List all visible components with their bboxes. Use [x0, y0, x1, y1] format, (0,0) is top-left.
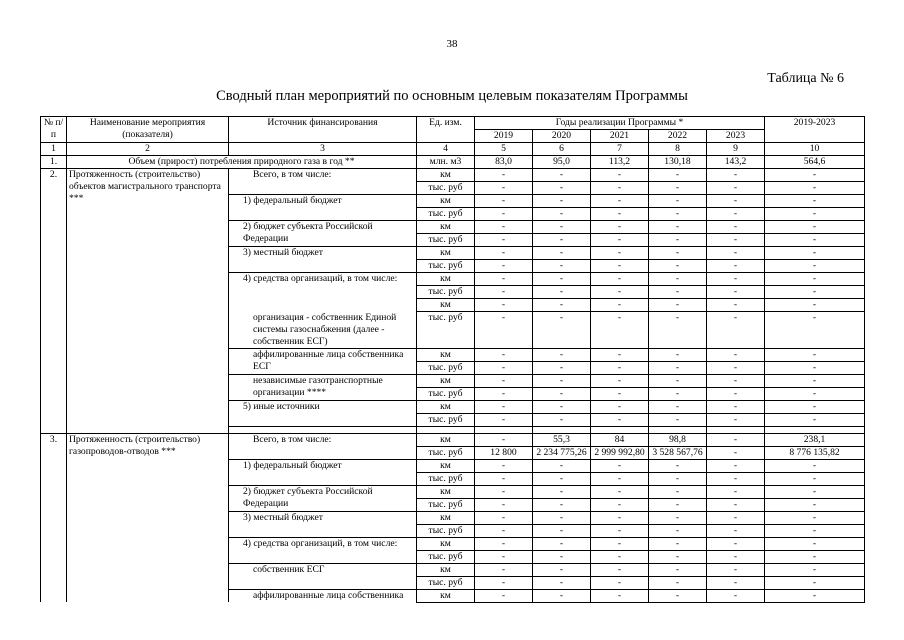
- row-unit: тыс. руб: [417, 498, 475, 511]
- cell-value: -: [475, 576, 533, 589]
- cell-value: -: [707, 299, 765, 312]
- cell-value: 98,8: [649, 433, 707, 446]
- cell-value: -: [475, 537, 533, 550]
- cell-value: -: [649, 459, 707, 472]
- cell-value: -: [765, 576, 865, 589]
- cell-value: -: [475, 589, 533, 602]
- cell-value: -: [649, 550, 707, 563]
- cell-value: -: [591, 312, 649, 349]
- cell-value: -: [591, 511, 649, 524]
- cell-value: -: [649, 286, 707, 299]
- cell-value: -: [591, 387, 649, 400]
- cell-value: -: [765, 182, 865, 195]
- cell-value: -: [533, 361, 591, 374]
- cell-value: -: [591, 485, 649, 498]
- cell-value: -: [707, 576, 765, 589]
- cell-value: -: [475, 182, 533, 195]
- row-unit: км: [417, 348, 475, 361]
- cell-value: -: [533, 221, 591, 234]
- cell-value: -: [649, 511, 707, 524]
- cell-value: -: [649, 312, 707, 349]
- source-organizations: 4) средства организаций, в том числе:: [229, 273, 417, 312]
- cell-value: -: [707, 387, 765, 400]
- cell-value: -: [649, 537, 707, 550]
- cell-value: -: [649, 299, 707, 312]
- cell-value: -: [765, 459, 865, 472]
- cell-value: -: [649, 221, 707, 234]
- cell-value: -: [533, 312, 591, 349]
- cell-value: -: [707, 260, 765, 273]
- cell-value: -: [765, 260, 865, 273]
- header-source: Источник финансирования: [229, 117, 417, 143]
- cell-value: -: [707, 195, 765, 208]
- row-unit: км: [417, 273, 475, 286]
- cell-value: -: [475, 511, 533, 524]
- cell-value: -: [475, 498, 533, 511]
- header-total: 2019-2023: [765, 117, 865, 143]
- row-num: 3.: [41, 433, 67, 602]
- cell-value: -: [533, 498, 591, 511]
- cell-value: -: [591, 576, 649, 589]
- row-unit: км: [417, 537, 475, 550]
- cell-value: -: [591, 589, 649, 602]
- cell-value: -: [707, 273, 765, 286]
- row-unit: тыс. руб: [417, 286, 475, 299]
- cell-value: -: [533, 348, 591, 361]
- cell-value: -: [649, 400, 707, 413]
- source-total: Всего, в том числе:: [229, 169, 417, 195]
- cell-value: -: [707, 433, 765, 446]
- header-years-group: Годы реализации Программы *: [475, 117, 765, 130]
- cell-value: -: [707, 498, 765, 511]
- cell-value: -: [707, 550, 765, 563]
- table-title: Сводный план мероприятий по основным целевым показателям Программы: [216, 88, 688, 104]
- cell-value: -: [475, 260, 533, 273]
- row-unit: тыс. руб: [417, 524, 475, 537]
- cell-value: -: [533, 182, 591, 195]
- cell-value: -: [591, 273, 649, 286]
- source-regional: 2) бюджет субъекта Российской Федерации: [229, 221, 417, 247]
- cell-value: -: [475, 472, 533, 485]
- row-unit: тыс. руб: [417, 550, 475, 563]
- cell-value: -: [591, 247, 649, 260]
- row-unit: км: [417, 195, 475, 208]
- header-year: 2020: [533, 130, 591, 143]
- table-number: Таблица № 6: [767, 71, 844, 86]
- table-row: [41, 156, 865, 169]
- row-unit: км: [417, 511, 475, 524]
- cell-value: -: [765, 247, 865, 260]
- cell-value: -: [591, 348, 649, 361]
- cell-value: -: [765, 563, 865, 576]
- table-row: [41, 169, 865, 182]
- row-name: Объем (прирост) потребления природного газа в год **: [67, 156, 417, 169]
- cell-value: 8 776 135,82: [765, 446, 865, 459]
- cell-value: -: [533, 195, 591, 208]
- cell-value: 2 999 992,80: [591, 446, 649, 459]
- row-unit: км: [417, 400, 475, 413]
- source-organizations: 4) средства организаций, в том числе:: [229, 537, 417, 563]
- cell-value: -: [533, 472, 591, 485]
- cell-value: -: [649, 374, 707, 387]
- row-unit: км: [417, 589, 475, 602]
- col-number: 4: [417, 143, 475, 156]
- cell-value: 238,1: [765, 433, 865, 446]
- cell-value: -: [649, 260, 707, 273]
- cell-value: -: [765, 498, 865, 511]
- cell-value: -: [649, 485, 707, 498]
- cell-value: -: [591, 169, 649, 182]
- header-year: 2021: [591, 130, 649, 143]
- source-esg-owner: собственник ЕСГ: [229, 563, 417, 589]
- cell-value: -: [591, 400, 649, 413]
- row-unit: тыс. руб: [417, 446, 475, 459]
- cell-value: -: [765, 550, 865, 563]
- cell-value: -: [475, 286, 533, 299]
- cell-value: -: [475, 459, 533, 472]
- source-esg-owner: организация - собственник Единой системы газоснабжения (далее - собственник ЕСГ): [229, 312, 417, 349]
- row-unit: млн. м3: [417, 156, 475, 169]
- cell-value: -: [765, 195, 865, 208]
- cell-value: -: [533, 273, 591, 286]
- cell-value: -: [533, 550, 591, 563]
- cell-value: -: [591, 537, 649, 550]
- cell-value: -: [765, 234, 865, 247]
- header-year: 2022: [649, 130, 707, 143]
- header-measure: Наименование мероприятия (показателя): [67, 117, 229, 143]
- cell-value: -: [475, 348, 533, 361]
- cell-value: -: [475, 208, 533, 221]
- cell-value: -: [765, 273, 865, 286]
- cell-value: -: [591, 563, 649, 576]
- cell-value: -: [765, 299, 865, 312]
- cell-value: -: [533, 511, 591, 524]
- cell-value: -: [649, 208, 707, 221]
- cell-value: -: [475, 312, 533, 349]
- cell-value: -: [765, 472, 865, 485]
- cell-value: -: [649, 234, 707, 247]
- page-number: 38: [446, 38, 458, 50]
- cell-value: -: [475, 361, 533, 374]
- cell-value: -: [765, 589, 865, 602]
- cell-value: -: [707, 472, 765, 485]
- cell-value: -: [591, 208, 649, 221]
- row-num: 1.: [41, 156, 67, 169]
- cell-value: 12 800: [475, 446, 533, 459]
- row-unit: тыс. руб: [417, 234, 475, 247]
- cell-value: 564,6: [765, 156, 865, 169]
- cell-value: -: [707, 459, 765, 472]
- header-num: № п/п: [41, 117, 67, 143]
- cell-value: -: [707, 312, 765, 349]
- row-unit: тыс. руб: [417, 312, 475, 349]
- cell-value: -: [707, 247, 765, 260]
- row-unit: км: [417, 374, 475, 387]
- summary-plan-table: [40, 116, 865, 603]
- row-unit: тыс. руб: [417, 472, 475, 485]
- row-unit: км: [417, 563, 475, 576]
- cell-value: -: [533, 524, 591, 537]
- cell-value: -: [707, 286, 765, 299]
- cell-value: 95,0: [533, 156, 591, 169]
- cell-value: -: [765, 221, 865, 234]
- cell-value: -: [649, 563, 707, 576]
- cell-value: -: [475, 413, 533, 426]
- cell-value: -: [707, 563, 765, 576]
- cell-value: -: [765, 348, 865, 361]
- source-local: 3) местный бюджет: [229, 247, 417, 273]
- cell-value: -: [475, 550, 533, 563]
- cell-value: -: [707, 524, 765, 537]
- cell-value: -: [533, 537, 591, 550]
- cell-value: -: [707, 511, 765, 524]
- cell-value: -: [649, 361, 707, 374]
- cell-value: -: [591, 413, 649, 426]
- cell-value: -: [591, 498, 649, 511]
- cell-value: 2 234 775,26: [533, 446, 591, 459]
- source-local: 3) местный бюджет: [229, 511, 417, 537]
- cell-value: -: [591, 374, 649, 387]
- cell-value: -: [533, 299, 591, 312]
- cell-value: -: [591, 299, 649, 312]
- cell-value: -: [533, 208, 591, 221]
- cell-value: 84: [591, 433, 649, 446]
- cell-value: -: [765, 400, 865, 413]
- cell-value: -: [533, 247, 591, 260]
- cell-value: -: [475, 221, 533, 234]
- row-unit: тыс. руб: [417, 413, 475, 426]
- cell-value: -: [649, 348, 707, 361]
- cell-value: -: [533, 400, 591, 413]
- cell-value: -: [475, 563, 533, 576]
- cell-value: -: [649, 273, 707, 286]
- row-unit: км: [417, 169, 475, 182]
- cell-value: -: [591, 459, 649, 472]
- row-unit: км: [417, 485, 475, 498]
- row-unit: тыс. руб: [417, 387, 475, 400]
- cell-value: -: [475, 234, 533, 247]
- cell-value: -: [707, 589, 765, 602]
- cell-value: -: [765, 511, 865, 524]
- cell-value: -: [707, 182, 765, 195]
- row-name: Протяженность (строительство) объектов магистрального транспорта ***: [67, 169, 229, 434]
- cell-value: -: [533, 589, 591, 602]
- cell-value: -: [707, 400, 765, 413]
- cell-value: -: [533, 576, 591, 589]
- cell-value: -: [475, 273, 533, 286]
- cell-value: -: [765, 387, 865, 400]
- cell-value: -: [591, 182, 649, 195]
- cell-value: -: [591, 472, 649, 485]
- cell-value: -: [591, 286, 649, 299]
- cell-value: -: [475, 524, 533, 537]
- cell-value: -: [533, 387, 591, 400]
- cell-value: -: [475, 374, 533, 387]
- row-unit: тыс. руб: [417, 182, 475, 195]
- cell-value: 55,3: [533, 433, 591, 446]
- source-federal: 1) федеральный бюджет: [229, 459, 417, 485]
- col-number: 1: [41, 143, 67, 156]
- cell-value: -: [765, 169, 865, 182]
- cell-value: -: [649, 169, 707, 182]
- cell-value: -: [707, 221, 765, 234]
- source-independent-gas: независимые газотранспортные организации ****: [229, 374, 417, 400]
- row-unit: тыс. руб: [417, 260, 475, 273]
- source-esg-affiliates: аффилированные лица собственника ЕСГ: [229, 348, 417, 374]
- cell-value: -: [707, 485, 765, 498]
- cell-value: -: [475, 195, 533, 208]
- cell-value: 3 528 567,76: [649, 446, 707, 459]
- cell-value: 143,2: [707, 156, 765, 169]
- source-regional: 2) бюджет субъекта Российской Федерации: [229, 485, 417, 511]
- col-number: 8: [649, 143, 707, 156]
- row-unit: тыс. руб: [417, 361, 475, 374]
- cell-value: -: [707, 374, 765, 387]
- cell-value: -: [475, 400, 533, 413]
- cell-value: -: [533, 234, 591, 247]
- cell-value: -: [591, 361, 649, 374]
- cell-value: -: [533, 374, 591, 387]
- col-number: 5: [475, 143, 533, 156]
- cell-value: -: [765, 524, 865, 537]
- col-number: 3: [229, 143, 417, 156]
- header-unit: Ед. изм.: [417, 117, 475, 143]
- cell-value: -: [475, 387, 533, 400]
- cell-value: -: [649, 387, 707, 400]
- row-num: 2.: [41, 169, 67, 434]
- cell-value: -: [765, 286, 865, 299]
- cell-value: -: [591, 195, 649, 208]
- col-number: 7: [591, 143, 649, 156]
- cell-value: -: [707, 208, 765, 221]
- cell-value: -: [649, 472, 707, 485]
- cell-value: 83,0: [475, 156, 533, 169]
- cell-value: -: [533, 260, 591, 273]
- row-unit: тыс. руб: [417, 208, 475, 221]
- column-numbers-row: [41, 143, 865, 156]
- cell-value: -: [475, 485, 533, 498]
- header-year: 2019: [475, 130, 533, 143]
- col-number: 9: [707, 143, 765, 156]
- source-esg-affiliates: аффилированные лица собственника: [229, 589, 417, 602]
- cell-value: -: [591, 234, 649, 247]
- cell-value: -: [533, 169, 591, 182]
- cell-value: 130,18: [649, 156, 707, 169]
- cell-value: -: [591, 221, 649, 234]
- cell-value: -: [765, 374, 865, 387]
- cell-value: -: [707, 234, 765, 247]
- cell-value: -: [533, 413, 591, 426]
- cell-value: 113,2: [591, 156, 649, 169]
- cell-value: -: [765, 537, 865, 550]
- cell-value: -: [649, 498, 707, 511]
- cell-value: -: [649, 524, 707, 537]
- header-year: 2023: [707, 130, 765, 143]
- cell-value: -: [707, 446, 765, 459]
- table-body: [41, 117, 865, 603]
- cell-value: -: [533, 485, 591, 498]
- cell-value: -: [765, 485, 865, 498]
- cell-value: -: [475, 299, 533, 312]
- cell-value: -: [533, 286, 591, 299]
- cell-value: -: [591, 550, 649, 563]
- cell-value: -: [707, 169, 765, 182]
- row-unit: км: [417, 221, 475, 234]
- cell-value: -: [533, 459, 591, 472]
- row-name: Протяженность (строительство) газопроводов-отводов ***: [67, 433, 229, 602]
- row-unit: км: [417, 247, 475, 260]
- row-unit: тыс. руб: [417, 576, 475, 589]
- col-number: 10: [765, 143, 865, 156]
- cell-value: -: [707, 348, 765, 361]
- cell-value: -: [707, 413, 765, 426]
- cell-value: -: [475, 433, 533, 446]
- cell-value: -: [591, 260, 649, 273]
- col-number: 2: [67, 143, 229, 156]
- source-other: 5) иные источники: [229, 400, 417, 426]
- cell-value: -: [707, 361, 765, 374]
- row-unit: км: [417, 299, 475, 312]
- cell-value: -: [765, 361, 865, 374]
- cell-value: -: [649, 195, 707, 208]
- cell-value: -: [707, 537, 765, 550]
- cell-value: -: [765, 312, 865, 349]
- cell-value: -: [475, 247, 533, 260]
- cell-value: -: [649, 182, 707, 195]
- cell-value: -: [765, 208, 865, 221]
- cell-value: -: [533, 563, 591, 576]
- row-unit: км: [417, 459, 475, 472]
- cell-value: -: [649, 589, 707, 602]
- cell-value: -: [765, 413, 865, 426]
- header-row: [41, 117, 865, 130]
- cell-value: -: [475, 169, 533, 182]
- cell-value: -: [591, 524, 649, 537]
- cell-value: -: [649, 576, 707, 589]
- source-total: Всего, в том числе:: [229, 433, 417, 459]
- cell-value: -: [649, 413, 707, 426]
- cell-value: -: [649, 247, 707, 260]
- row-unit: км: [417, 433, 475, 446]
- col-number: 6: [533, 143, 591, 156]
- source-federal: 1) федеральный бюджет: [229, 195, 417, 221]
